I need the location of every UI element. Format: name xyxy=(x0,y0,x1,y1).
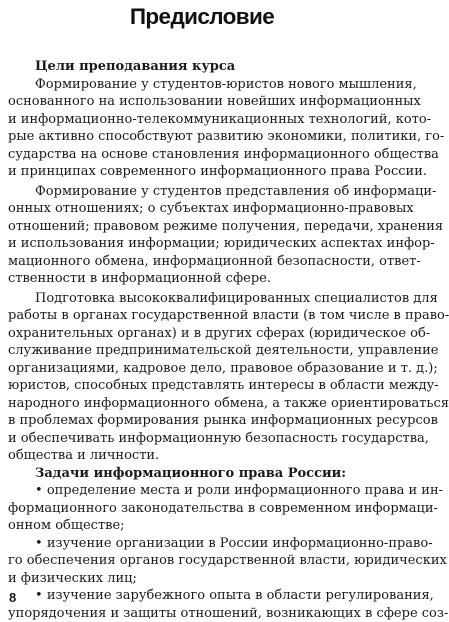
bullet-icon: • xyxy=(35,536,43,551)
task-item xyxy=(8,587,398,622)
bullet-icon: • xyxy=(35,483,43,498)
text-line: • определение места и роли информационного права и ин- xyxy=(8,482,398,500)
text-line: и обеспечивать информационную безопасность государства, xyxy=(8,430,398,448)
text-line: • изучение организации в России информационно-право- xyxy=(8,535,398,553)
text-line: работы в органах государственной власти (в том числе в право- xyxy=(8,307,398,325)
task-item xyxy=(8,535,398,588)
page-body xyxy=(8,58,398,622)
text-line: Формирование у студентов представления об информаци- xyxy=(8,183,398,201)
text-line: Подготовка высококвалифицированных специалистов для xyxy=(8,290,398,308)
text-line: онных отношениях; о субъектах информационно-правовых xyxy=(8,200,398,218)
text-line: сударства на основе становления информационного общества xyxy=(8,146,398,164)
page-number: 8 xyxy=(9,590,16,605)
task-item xyxy=(8,482,398,535)
paragraph-2 xyxy=(8,183,398,288)
text-line: юристов, способных представлять интересы в области между- xyxy=(8,377,398,395)
text-line: отношений; правовом режиме получения, передачи, хранения xyxy=(8,218,398,236)
text-line: рые активно способствуют развитию экономики, политики, го- xyxy=(8,128,398,146)
text-line: мационного обмена, информационной безопасности, ответ- xyxy=(8,253,398,271)
text-line: и принципах современного информационного права России. xyxy=(8,163,398,181)
tasks-heading: Задачи информационного права России: xyxy=(8,465,398,483)
text-line: народного информационного обмена, а также ориентироваться xyxy=(8,395,398,413)
goals-heading: Цели преподавания курса xyxy=(8,58,398,76)
text-line: го обеспечения органов государственной власти, юридических xyxy=(8,552,398,570)
bullet-icon: • xyxy=(35,588,43,603)
text-line: охранительных органах) и в других сферах (юридическое об- xyxy=(8,325,398,343)
text-line: упорядочения и защиты отношений, возникающих в сфере соз- xyxy=(8,605,398,622)
paragraph-1 xyxy=(8,76,398,181)
page-title: Предисловие xyxy=(0,4,404,30)
text-line: онном обществе; xyxy=(8,517,398,535)
text-line: основанного на использовании новейших информационных xyxy=(8,93,398,111)
text-line: в проблемах формирования рынка информационных ресурсов xyxy=(8,412,398,430)
paragraph-3 xyxy=(8,290,398,465)
text-line: Формирование у студентов-юристов нового мышления, xyxy=(8,76,398,94)
text-line: общества и личности. xyxy=(8,447,398,465)
text-line: служивание предпринимательской деятельности, управление xyxy=(8,342,398,360)
text-line: ственности в информационной сфере. xyxy=(8,270,398,288)
text-line: организациями, кадровое дело, правовое образование и т. д.); xyxy=(8,360,398,378)
text-line: и физических лиц; xyxy=(8,570,398,588)
text-line: • изучение зарубежного опыта в области регулирования, xyxy=(8,587,398,605)
text-line: и использования информации; юридических аспектах инфор- xyxy=(8,235,398,253)
text-line: и информационно-телекоммуникационных технологий, кото- xyxy=(8,111,398,129)
text-line: формационного законодательства в современном информаци- xyxy=(8,500,398,518)
